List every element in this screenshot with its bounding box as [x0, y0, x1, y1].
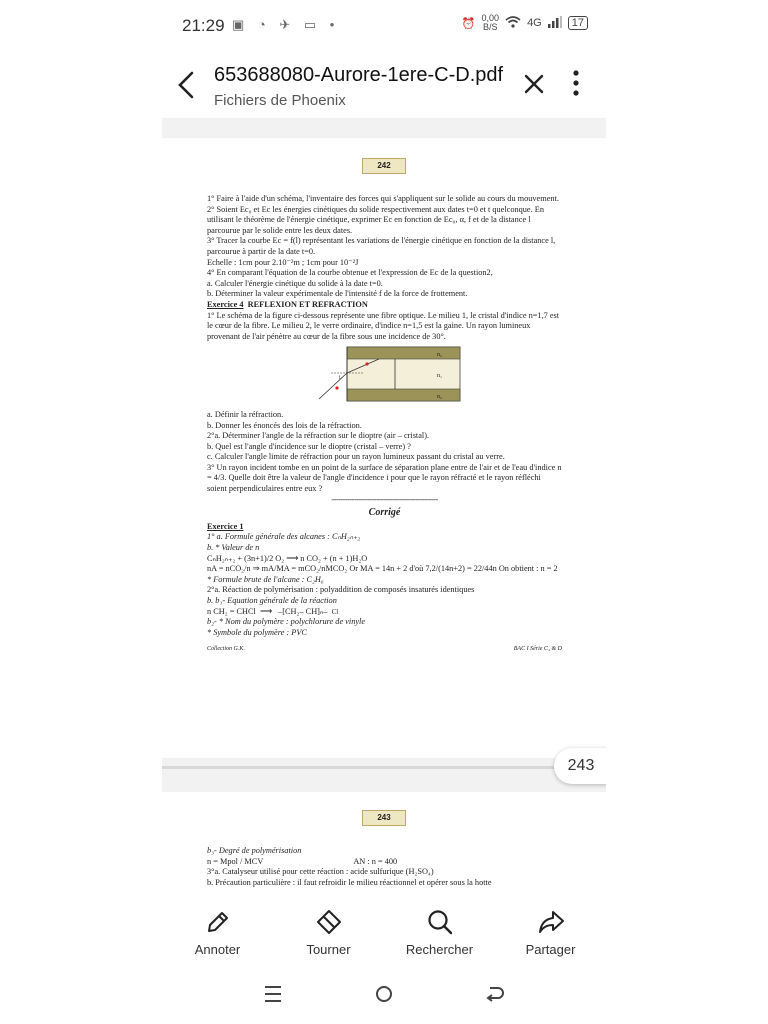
- page-number-label: 242: [362, 158, 406, 174]
- notification-icons: ▣ ◔ ✈ ▭ •: [232, 17, 340, 32]
- reaction-equation: n CH₂ = CHCl ⟶ –[CH₂– CH]ₙ– Cl: [207, 606, 339, 616]
- share-button[interactable]: [501, 904, 601, 966]
- more-options-icon[interactable]: [572, 68, 580, 98]
- text-paragraph: 1° Le schéma de la figure ci-dessous représente une fibre optique. Le milieu 1, le cristal d'indice n=1,7 est le cœur de la fibre. Le milieu 2, le verre ordinaire, d'indice n=1,5 est la gaine. Un rayon lumineux provenant de l'air pénètre au cœur de la fibre sous une incidence de 30°.: [207, 310, 560, 341]
- rotate-label: Tourner: [306, 942, 351, 957]
- status-time: 21:29: [182, 16, 225, 35]
- search-button[interactable]: [390, 904, 490, 966]
- app-header: [162, 52, 606, 118]
- annotate-label: Annoter: [194, 942, 241, 957]
- equation: nA = nCO₂/n ⇒ mA/MA = mCO₂/nMCO₂ Or MA = 14n + 2 d'où 7,2/(14n+2) = 22/44n On obtient : n = 2: [207, 564, 558, 574]
- equation: n = Mpol / MCV AN : n = 400: [207, 856, 398, 866]
- svg-text:i: i: [339, 375, 341, 382]
- status-bar: [162, 0, 606, 52]
- system-navigation-bar: [162, 966, 606, 1024]
- annotate-button[interactable]: [168, 904, 268, 966]
- text-paragraph: 3° Tracer la courbe Ec = f(l) représentant les variations de l'énergie cinétique en fonction de la distance l, parcourue à partir de la date t=0.: [207, 236, 556, 256]
- page-content: [207, 846, 562, 888]
- text-paragraph: * Formule brute de l'alcane : C₂H₆: [207, 574, 324, 584]
- text-paragraph: 1° Faire à l'aide d'un schéma, l'inventaire des forces qui s'appliquent sur le solide au cours du mouvement.: [207, 194, 559, 203]
- page-indicator[interactable]: 243: [554, 748, 606, 784]
- pdf-page-243: [162, 792, 606, 904]
- text-paragraph: c. Calculer l'angle limite de réfraction pour un rayon lumineux passant du cristal au verre.: [207, 452, 505, 462]
- figure-label-n2: n₂: [437, 352, 443, 359]
- optical-fiber-figure: [317, 345, 562, 407]
- exercise-heading: Exercice 4 REFLEXION ET REFRACTION: [207, 299, 368, 309]
- text-paragraph: 4° En comparant l'équation de la courbe obtenue et l'expression de Ec de la question2,: [207, 268, 493, 278]
- alarm-icon: ⏰: [461, 17, 476, 30]
- pdf-page-242: [162, 138, 606, 758]
- text-paragraph: b. b₁- Equation générale de la réaction: [207, 596, 337, 605]
- bottom-toolbar: [162, 904, 606, 966]
- page-footer: Collection G.K. BAC I Série C₄ & D: [207, 646, 562, 653]
- text-paragraph: 2°a. Réaction de polymérisation : polyaddition de composés insaturés identiques: [207, 585, 475, 595]
- network-speed: 0,00 B/S: [481, 13, 500, 32]
- equation: CₙH₂ₙ₊₂ + (3n+1)/2 O₂ ⟶ n CO₂ + (n + 1)H₂O: [207, 553, 368, 563]
- rotate-icon: [315, 908, 343, 936]
- recent-apps-icon[interactable]: [262, 984, 284, 1004]
- text-paragraph: b. * Valeur de n: [207, 543, 260, 553]
- close-icon[interactable]: [522, 72, 546, 96]
- text-paragraph: a. Définir la réfraction.: [207, 409, 284, 419]
- separator-line: -----------------------------------------------: [331, 494, 438, 504]
- rotate-button[interactable]: [279, 904, 379, 966]
- text-paragraph: b. Déterminer la valeur expérimentale de l'intensité f de la force de frottement.: [207, 289, 468, 299]
- back-arrow-icon[interactable]: [172, 68, 200, 102]
- share-label: Partager: [525, 942, 576, 957]
- system-icons: [462, 14, 588, 32]
- text-paragraph: b. Précaution particulière : il faut refroidir le milieu réactionnel et opérer sous la hotte: [207, 877, 492, 887]
- section-heading: Corrigé: [368, 507, 401, 519]
- text-paragraph: Echelle : 1cm pour 2.10⁻²m ; 1cm pour 10⁻²J: [207, 257, 359, 267]
- figure-label-n1: n₁: [437, 373, 443, 380]
- search-label: Rechercher: [405, 942, 474, 957]
- page-number-label: 243: [362, 810, 406, 826]
- text-paragraph: a. Calculer l'énergie cinétique du solide à la date t=0.: [207, 278, 383, 288]
- text-paragraph: b. Donner les énoncés des lois de la réfraction.: [207, 420, 362, 430]
- pencil-icon: [204, 908, 232, 936]
- text-paragraph: 3°a. Catalyseur utilisé pour cette réaction : acide sulfurique (H₂SO₄): [207, 867, 434, 877]
- text-paragraph: b. Quel est l'angle d'incidence sur le dioptre (cristal – verre) ?: [207, 441, 411, 451]
- share-icon: [537, 908, 565, 936]
- search-icon: [426, 908, 454, 936]
- file-title: 653688080-Aurore-1ere-C-D.pdf: [214, 64, 504, 86]
- page-content: [207, 194, 562, 655]
- wifi-icon: [505, 16, 521, 31]
- page-scroll-track[interactable]: [162, 766, 554, 769]
- battery-icon: 17: [568, 16, 588, 30]
- text-paragraph: b₂- * Nom du polymère : polychlorure de vinyle: [207, 617, 366, 627]
- home-icon[interactable]: [373, 984, 395, 1004]
- network-type: 4G: [527, 17, 542, 29]
- figure-label-n2: n₂: [437, 394, 443, 401]
- signal-icon: [548, 16, 562, 31]
- text-paragraph: 3° Un rayon incident tombe en un point de la surface de séparation plane entre de l'air et de l'eau d'indice n = 4/3. Quelle doit être la valeur de l'angle d'incidence i pour que le rayon réfracté et le rayon réfléchi soient perpendiculaires entre eux ?: [207, 462, 562, 494]
- text-paragraph: * Symbole du polymère : PVC: [207, 627, 307, 637]
- text-paragraph: b₃- Degré de polymérisation: [207, 846, 302, 855]
- file-source: Fichiers de Phoenix: [214, 92, 346, 109]
- text-paragraph: 1° a. Formule générale des alcanes : CₙH₂ₙ₊₂: [207, 532, 361, 542]
- exercise-heading: Exercice 1: [207, 521, 244, 531]
- back-nav-icon[interactable]: [484, 984, 506, 1004]
- text-paragraph: 2° Soient Ec₀ et Ec les énergies cinétiques du solide respectivement aux dates t=0 et t quelconque. En utilisant le théorème de l'énergie cinétique, exprimer Ec en fonction de Ec₀, α, f et de la distance l parcourue par le solide entre les deux dates.: [207, 204, 544, 235]
- text-paragraph: 2°a. Déterminer l'angle de la réfraction sur le dioptre (air – cristal).: [207, 431, 430, 441]
- pdf-viewer[interactable]: [162, 118, 606, 904]
